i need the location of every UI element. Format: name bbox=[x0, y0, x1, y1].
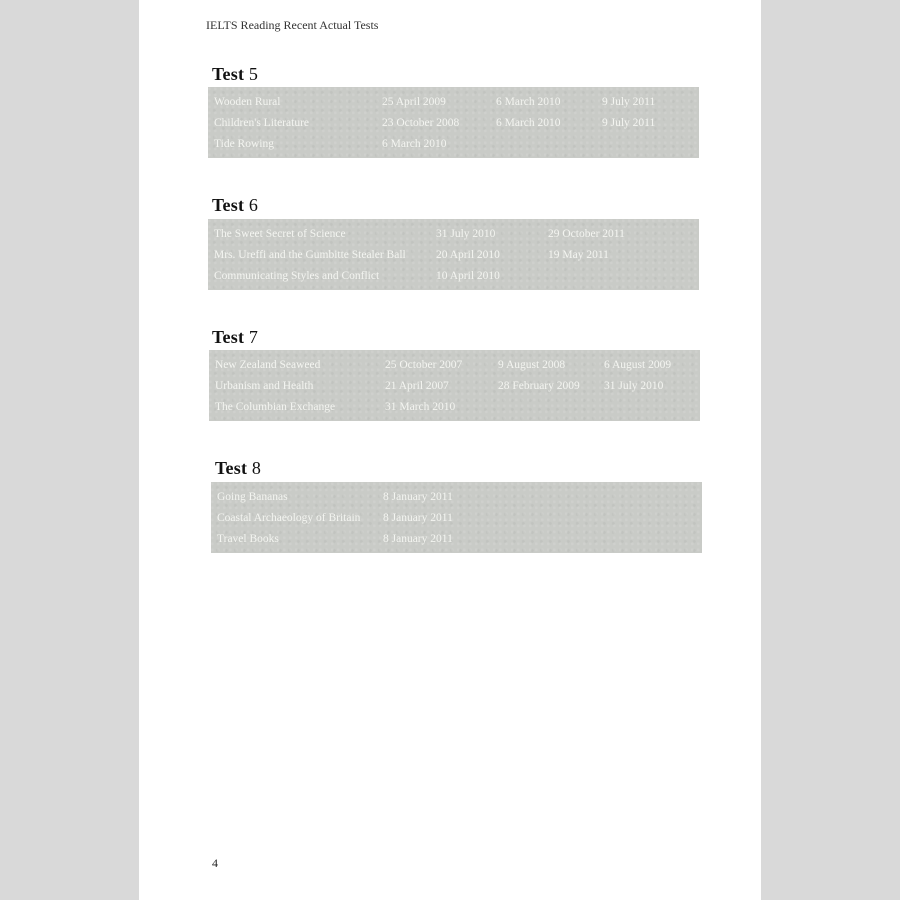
test-date-cell: 20 April 2010 bbox=[436, 249, 500, 261]
document-page bbox=[139, 0, 761, 900]
test-date-cell: 31 July 2010 bbox=[436, 228, 496, 240]
test-date-cell: 6 August 2009 bbox=[604, 359, 672, 371]
passage-title-cell: New Zealand Seaweed bbox=[215, 359, 321, 371]
test-date-cell: 25 October 2007 bbox=[385, 359, 463, 371]
passage-title-cell: Travel Books bbox=[217, 533, 279, 545]
test-table-panel bbox=[208, 219, 699, 290]
passage-title-cell: Children's Literature bbox=[214, 117, 309, 129]
test-table-panel bbox=[211, 482, 702, 553]
test-heading bbox=[212, 195, 258, 216]
test-date-cell: 21 April 2007 bbox=[385, 380, 449, 392]
test-date-cell: 10 April 2010 bbox=[436, 270, 500, 282]
test-heading-number: 7 bbox=[248, 327, 259, 347]
test-table-panel bbox=[209, 350, 700, 421]
test-date-cell: 19 May 2011 bbox=[548, 249, 609, 261]
test-heading bbox=[215, 458, 261, 479]
running-header: IELTS Reading Recent Actual Tests bbox=[206, 18, 379, 32]
passage-title-cell: Tide Rowing bbox=[214, 138, 274, 150]
test-table-panel bbox=[208, 87, 699, 158]
test-heading-label: Test bbox=[212, 327, 249, 347]
test-date-cell: 9 July 2011 bbox=[602, 117, 656, 129]
passage-title-cell: Going Bananas bbox=[217, 491, 288, 503]
test-date-cell: 8 January 2011 bbox=[383, 491, 453, 503]
test-heading-number: 5 bbox=[248, 64, 259, 84]
test-date-cell: 28 February 2009 bbox=[498, 380, 580, 392]
test-date-cell: 6 March 2010 bbox=[496, 96, 561, 108]
test-date-cell: 29 October 2011 bbox=[548, 228, 625, 240]
test-heading-label: Test bbox=[215, 458, 252, 478]
test-heading-number: 8 bbox=[251, 458, 262, 478]
passage-title-cell: Communicating Styles and Conflict bbox=[214, 270, 380, 282]
page-number: 4 bbox=[212, 856, 218, 870]
passage-title-cell: The Columbian Exchange bbox=[215, 401, 336, 413]
test-date-cell: 9 July 2011 bbox=[602, 96, 656, 108]
test-heading-label: Test bbox=[212, 195, 249, 215]
test-date-cell: 8 January 2011 bbox=[383, 533, 453, 545]
test-date-cell: 8 January 2011 bbox=[383, 512, 453, 524]
test-heading bbox=[212, 327, 258, 348]
test-heading-label: Test bbox=[212, 64, 249, 84]
test-date-cell: 9 August 2008 bbox=[498, 359, 566, 371]
test-date-cell: 6 March 2010 bbox=[382, 138, 447, 150]
test-heading-number: 6 bbox=[248, 195, 259, 215]
passage-title-cell: Coastal Archaeology of Britain bbox=[217, 512, 361, 524]
passage-title-cell: Mrs. Ureffi and the Gumbitte Stealer Ball bbox=[214, 249, 406, 261]
test-date-cell: 6 March 2010 bbox=[496, 117, 561, 129]
test-date-cell: 25 April 2009 bbox=[382, 96, 446, 108]
passage-title-cell: The Sweet Secret of Science bbox=[214, 228, 346, 240]
passage-title-cell: Wooden Rural bbox=[214, 96, 281, 108]
test-date-cell: 31 March 2010 bbox=[385, 401, 456, 413]
test-heading bbox=[212, 64, 258, 85]
test-date-cell: 31 July 2010 bbox=[604, 380, 664, 392]
passage-title-cell: Urbanism and Health bbox=[215, 380, 314, 392]
test-date-cell: 23 October 2008 bbox=[382, 117, 460, 129]
